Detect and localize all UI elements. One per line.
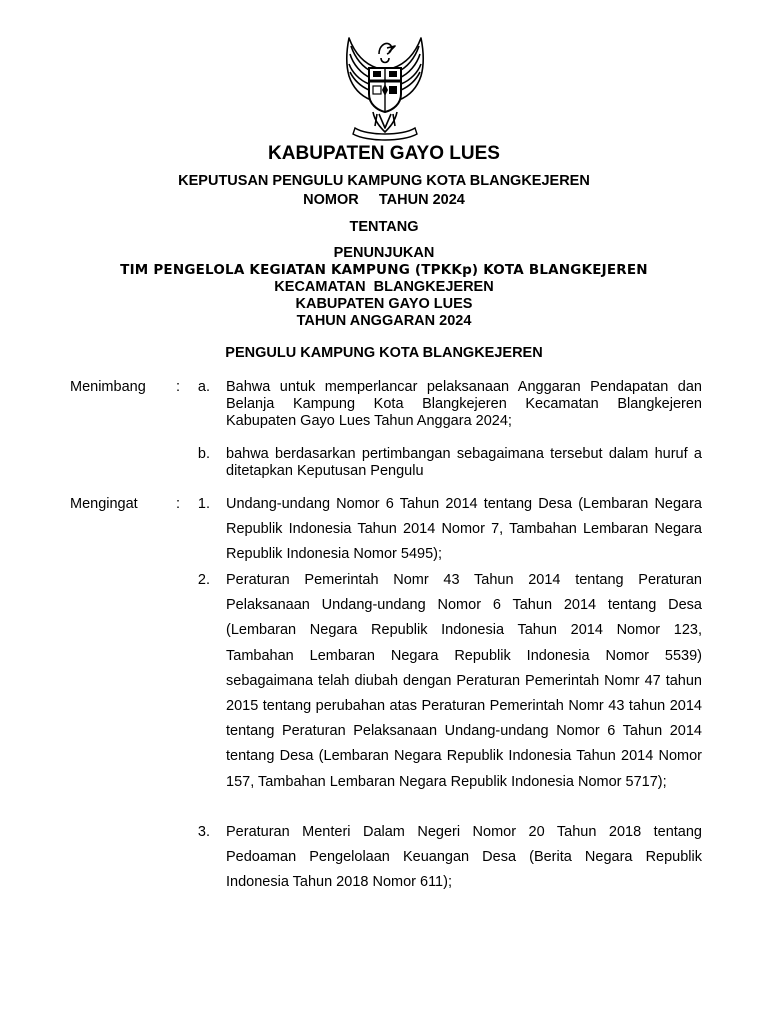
subject-line-4: KABUPATEN GAYO LUES — [295, 296, 473, 312]
menimbang-item-b: bahwa berdasarkan pertimbangan sebagaimana tersebut dalam huruf a ditetapkan Keputusan Pengulu — [226, 446, 702, 479]
subject-line-1: PENUNJUKAN — [333, 245, 435, 261]
mengingat-item-1: Undang-undang Nomor 6 Tahun 2014 tentang Desa (Lembaran Negara Republik Indonesia Tahun 2014 Nomor 7, Tambahan Lembaran Negara Republik Indonesia Nomor 5495); — [226, 496, 702, 563]
about-heading: TENTANG — [349, 219, 419, 235]
region-title: KABUPATEN GAYO LUES — [268, 143, 500, 164]
menimbang-item-a: Bahwa untuk memperlancar pelaksanaan Anggaran Pendapatan dan Belanja Kampung Kota Blangkejeren Kecamatan Blangkejeren Kabupaten Gayo Lues Tahun Anggara 2024; — [226, 379, 702, 429]
menimbang-marker-b: b. — [197, 446, 210, 462]
menimbang-colon: : — [176, 379, 181, 395]
subject-line-3: KECAMATAN BLANGKEJEREN — [274, 279, 494, 295]
issuer-heading: PENGULU KAMPUNG KOTA BLANGKEJEREN — [225, 345, 543, 361]
mengingat-marker-1: 1. — [197, 496, 210, 512]
garuda-pancasila-emblem-icon — [325, 28, 445, 144]
menimbang-label: Menimbang — [70, 379, 146, 395]
mengingat-colon: : — [176, 496, 181, 512]
subject-line-5: TAHUN ANGGARAN 2024 — [296, 313, 472, 329]
decree-title: KEPUTUSAN PENGULU KAMPUNG KOTA BLANGKEJEREN — [178, 173, 590, 189]
mengingat-marker-2: 2. — [197, 572, 210, 588]
subject-line-2: TIM PENGELOLA KEGIATAN KAMPUNG (TPKKp) KOTA BLANGKEJEREN — [120, 262, 648, 278]
mengingat-marker-3: 3. — [197, 824, 210, 840]
decree-number: NOMOR TAHUN 2024 — [303, 192, 465, 208]
mengingat-item-3: Peraturan Menteri Dalam Negeri Nomor 20 Tahun 2018 tentang Pedoaman Pengelolaan Keuangan Desa (Berita Negara Republik Indonesia Tahun 2018 Nomor 611); — [226, 824, 702, 891]
menimbang-marker-a: a. — [197, 379, 210, 395]
mengingat-item-2: Peraturan Pemerintah Nomr 43 Tahun 2014 tentang Peraturan Pelaksanaan Undang-undang Nomor 6 Tahun 2014 tentang Desa (Lembaran Negara Republik Indonesia Tahun 2014 Nomor 123, Tambahan Lembaran Negara Republik Indonesia Nomor 5539) sebagaimana telah diubah dengan Peraturan Pemerintah Nomr 47 tahun 2015 tentang perubahan atas Peraturan Pemerintah Nomr 43 tahun 2014 tentang Peraturan Pelaksanaan Undang-undang Nomor 6 Tahun 2014 tentang Desa (Lembaran Negara Republik Indonesia Tahun 2014 Nomor 157, Tambahan Lembaran Negara Republik Indonesia Nomor 5717); — [226, 572, 702, 790]
mengingat-label: Mengingat — [70, 496, 138, 512]
